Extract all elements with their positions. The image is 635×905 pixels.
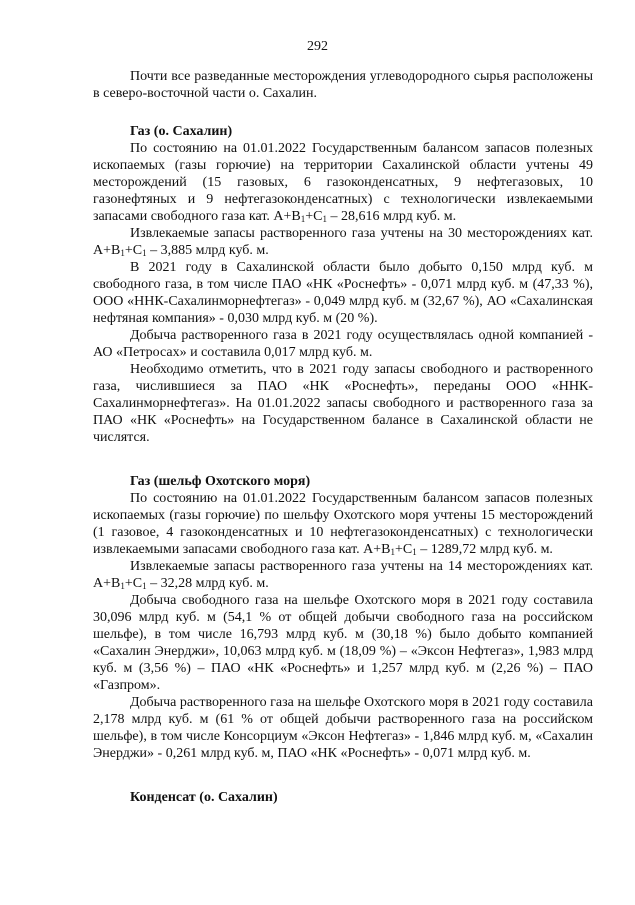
section-heading-condensate-sakhalin: Конденсат (о. Сахалин) <box>130 790 278 805</box>
paragraph: По состоянию на 01.01.2022 Государственным балансом запасов полезных ископаемых (газы горючие) на территории Сахалинской области учтены 49 месторождений (15 газовых, 6 газоконденсатных, 9 нефтегазовых, 10 газонефтяных и 9 нефтегазоконденсатных) с технологически извлекаемыми запасами свободного газа кат. $А+В_1+С_1 - 28,616$ млрд куб. м. <box>93 141 593 224</box>
document-body <box>93 68 593 806</box>
section-heading-gas-okhotsk-shelf: Газ (шельф Охотского моря) <box>130 474 311 489</box>
section-heading-gas-sakhalin: Газ (о. Сахалин) <box>130 124 233 139</box>
paragraph: В 2021 году в Сахалинской области было добыто 0,150 млрд куб. м свободного газа, в том числе ПАО «НК «Роснефть» - 0,071 млрд куб. м (47,33 %), ООО «ННК-Сахалинморнефтегаз» - 0,049 млрд куб. м (32,67 %), АО «Сахалинская нефтяная компания» - 0,030 млрд куб. м (20 %). <box>93 260 593 326</box>
paragraph: Извлекаемые запасы растворенного газа учтены на 14 месторождениях кат. $А+В_1+С_1 - 32,28$ млрд куб. м. <box>93 559 593 591</box>
paragraph: Добыча свободного газа на шельфе Охотского моря в 2021 году составила 30,096 млрд куб. м (54,1 % от общей добычи свободного газа на российском шельфе), в том числе 16,793 млрд куб. м (30,18 %) было добыто компанией «Сахалин Энерджи», 10,063 млрд куб. м (18,09 %) – «Эксон Нефтегаз», 1,983 млрд куб. м (3,56 %) – ПАО «НК «Роснефть» и 1,257 млрд куб. м (2,26 %) – ПАО «Газпром». <box>93 593 593 693</box>
paragraph: Добыча растворенного газа в 2021 году осуществлялась одной компанией - АО «Петросах» и составила 0,017 млрд куб. м. <box>93 328 593 360</box>
page-number: 292 <box>307 39 328 54</box>
paragraph: Добыча растворенного газа на шельфе Охотского моря в 2021 году составила 2,178 млрд куб. м (61 % от общей добычи растворенного газа на российском шельфе), в том числе Консорциум «Эксон Нефтегаз» - 1,846 млрд куб. м, «Сахалин Энерджи» - 0,261 млрд куб. м, ПАО «НК «Роснефть» - 0,071 млрд куб. м. <box>93 695 593 761</box>
paragraph: По состоянию на 01.01.2022 Государственным балансом запасов полезных ископаемых (газы горючие) по шельфу Охотского моря учтены 15 месторождений (1 газовое, 4 газоконденсатных и 10 нефтегазоконденсатных) с технологически извлекаемыми запасами свободного газа кат. $А+В_1+С_1 - 1289,72$ млрд куб. м. <box>93 491 593 557</box>
intro-paragraph: Почти все разведанные месторождения углеводородного сырья расположены в северо-восточной части о. Сахалин. <box>93 69 593 101</box>
paragraph: Необходимо отметить, что в 2021 году запасы свободного и растворенного газа, числившиеся за ПАО «НК «Роснефть», переданы ООО «ННК-Сахалинморнефтегаз». На 01.01.2022 запасы свободного и растворенного газа за ПАО «НК «Роснефть» на Государственном балансе в Сахалинской области не числятся. <box>93 362 593 445</box>
paragraph: Извлекаемые запасы растворенного газа учтены на 30 месторождениях кат. $А+В_1+С_1 - 3,885$ млрд куб. м. <box>93 226 593 258</box>
